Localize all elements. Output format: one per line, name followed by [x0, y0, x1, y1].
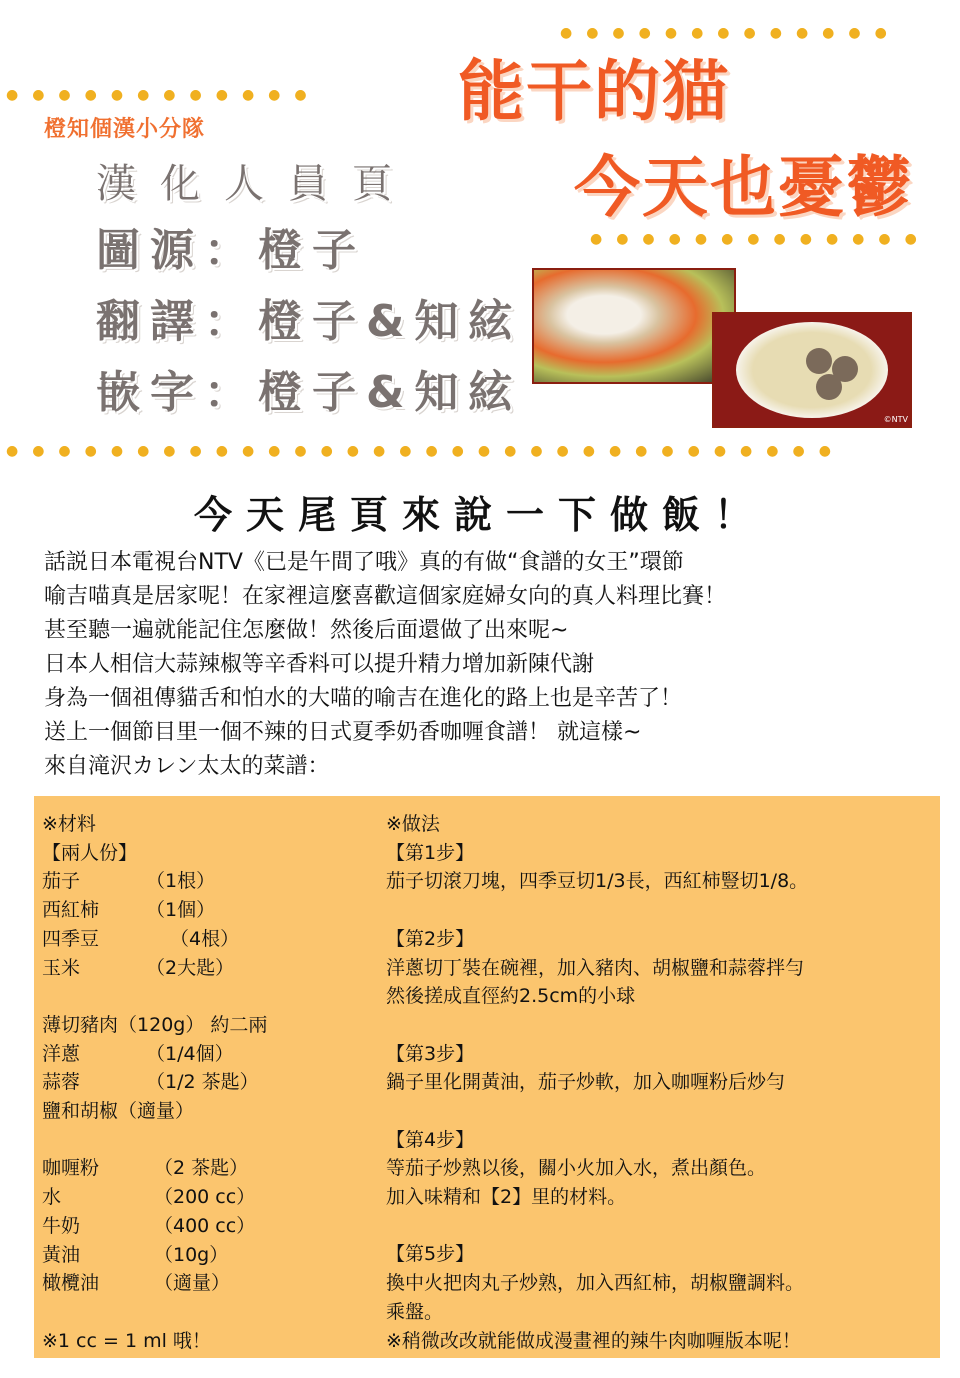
recipe-box: [34, 796, 940, 1358]
step-label: 【第1步】: [386, 841, 475, 864]
credit-typesetting: 嵌字：橙子&知絃: [96, 367, 523, 418]
ingredient-amount: （1/2 茶匙）: [146, 1071, 259, 1094]
spacer: [386, 1097, 936, 1126]
ingredient-amount: （適量）: [118, 1100, 195, 1123]
ingredient-row: [42, 867, 382, 896]
step-label: 【第2步】: [386, 927, 475, 950]
ingredient-amount: （2大匙）: [146, 956, 235, 979]
step-text: 換中火把肉丸子炒熟，加入西紅柿，胡椒鹽調料。: [386, 1272, 805, 1295]
step-text: 鍋子里化開黃油，茄子炒軟，加入咖喱粉后炒勻: [386, 1071, 786, 1094]
step-text: 洋蔥切丁裝在碗裡，加入豬肉、胡椒鹽和蒜蓉拌勻: [386, 956, 805, 979]
comic-title-line2: 今天也憂鬱: [574, 149, 914, 226]
ingredients-heading: ※材料: [42, 813, 96, 835]
step-text: 乘盤。: [386, 1300, 444, 1323]
intro-line: 來自滝沢カレン太太的菜譜：: [44, 754, 330, 779]
step-label: 【第3步】: [386, 1042, 475, 1065]
ingredient-amount: （1根）: [146, 870, 216, 893]
ingredient-name: 黃油: [42, 1243, 81, 1266]
decorative-dots-title-lower: ●●●●●●●●●●●●●: [590, 231, 931, 247]
step-text: ※稍微改改就能做成漫畫裡的辣牛肉咖喱版本呢！: [386, 1329, 801, 1352]
section-heading: 今天尾頁來說一下做飯！: [193, 493, 766, 537]
credit-source: 圖源：橙子: [96, 225, 366, 276]
ingredient-name: 茄子: [42, 870, 81, 893]
ingredient-amount: （4根）: [170, 927, 240, 950]
method-column: [386, 810, 936, 1355]
ingredient-row: [42, 1011, 382, 1040]
ingredient-row: [42, 1212, 382, 1241]
group-name: 橙知個漢小分隊: [44, 117, 206, 142]
ingredient-name: 水: [42, 1186, 62, 1209]
ingredient-row: [42, 1154, 382, 1183]
ingredient-amount: （2 茶匙）: [154, 1157, 249, 1180]
ingredient-row: [42, 1269, 382, 1298]
ingredients-column: [42, 810, 382, 1355]
ingredient-name: 四季豆: [42, 927, 100, 950]
step-text: 加入味精和【2】里的材料。: [386, 1186, 627, 1209]
intro-line: 話説日本電視台NTV《已是午間了哦》真的有做“食譜的女王”環節: [44, 550, 684, 575]
ingredient-name: 咖喱粉: [42, 1157, 100, 1180]
step-label: 【第5步】: [386, 1243, 475, 1266]
ingredient-amount: （適量）: [154, 1272, 231, 1295]
credit-translation: 翻譯：橙子&知絃: [96, 296, 523, 347]
spacer: [42, 1126, 382, 1155]
step-text: 茄子切滾刀塊，四季豆切1/3長，西紅柿豎切1/8。: [386, 870, 809, 893]
ingredient-row: [42, 1183, 382, 1212]
food-photo-plate: [712, 312, 912, 428]
ingredient-amount: （10g）: [154, 1243, 229, 1266]
meatball-shape: [816, 374, 842, 400]
step-text: 然後搓成直徑約2.5cm的小球: [386, 985, 636, 1008]
ingredient-row: [42, 1040, 382, 1069]
meatball-shape: [806, 348, 832, 374]
decorative-dots-title: ●●●●●●●●●●●●●: [560, 25, 901, 41]
ingredient-name: 鹽和胡椒: [42, 1100, 119, 1123]
ingredient-name: 牛奶: [42, 1214, 81, 1237]
method-heading: ※做法: [386, 813, 440, 835]
decorative-dots-top-left: ●●●●●●●●●●●●: [6, 87, 321, 103]
serving-size: 【兩人份】: [42, 841, 138, 864]
intro-line: 身為一個祖傳貓舌和怕水的大喵的喻吉在進化的路上也是辛苦了！: [44, 686, 683, 711]
ingredient-amount: （400 cc）: [154, 1214, 256, 1237]
ingredient-row: [42, 925, 382, 954]
step-label: 【第4步】: [386, 1128, 475, 1151]
ingredient-name: 橄欖油: [42, 1272, 100, 1295]
ingredient-amount: （200 cc）: [154, 1186, 256, 1209]
ingredient-amount: （120g） 約二兩: [118, 1013, 268, 1036]
intro-line: 日本人相信大蒜辣椒等辛香料可以提升精力增加新陳代謝: [44, 652, 595, 677]
decorative-dots-divider: ●●●●●●●●●●●●●●●●●●●●●●●●●●●●●●●●: [6, 443, 845, 459]
ingredient-amount: （1個）: [146, 899, 216, 922]
step-text: 等茄子炒熟以後，關小火加入水，煮出顏色。: [386, 1157, 767, 1180]
ingredient-row: [42, 1241, 382, 1270]
ingredient-row: [42, 896, 382, 925]
spacer: [386, 1212, 936, 1241]
unit-note: ※1 cc = 1 ml 哦！: [42, 1329, 211, 1352]
spacer: [42, 982, 382, 1011]
ingredient-name: 洋蔥: [42, 1042, 81, 1065]
plate-shape: [736, 322, 888, 418]
ingredient-name: 西紅柿: [42, 899, 100, 922]
spacer: [386, 1011, 936, 1040]
ingredient-row: [42, 1068, 382, 1097]
intro-line: 送上一個節目里一個不辣的日式夏季奶香咖喱食譜！ 就這樣~: [44, 720, 642, 745]
food-photo-spoon: [532, 268, 736, 384]
ingredient-amount: （1/4個）: [146, 1042, 234, 1065]
intro-line: 甚至聽一遍就能記住怎麼做！然後后面還做了出來呢~: [44, 618, 569, 643]
ingredient-name: 薄切豬肉: [42, 1013, 119, 1036]
credits-title: 漢化人員頁: [96, 161, 416, 207]
spacer: [386, 896, 936, 925]
ingredient-row: [42, 1097, 382, 1126]
intro-line: 喻吉喵真是居家呢！在家裡這麼喜歡這個家庭婦女向的真人料理比賽！: [44, 584, 727, 609]
spacer: [42, 1298, 382, 1327]
comic-title-line1: 能干的猫: [458, 53, 730, 130]
intro-text: [44, 546, 726, 784]
ingredient-row: [42, 954, 382, 983]
ingredient-name: 蒜蓉: [42, 1071, 81, 1094]
ingredient-name: 玉米: [42, 956, 81, 979]
photo-watermark: ©NTV: [883, 415, 908, 424]
